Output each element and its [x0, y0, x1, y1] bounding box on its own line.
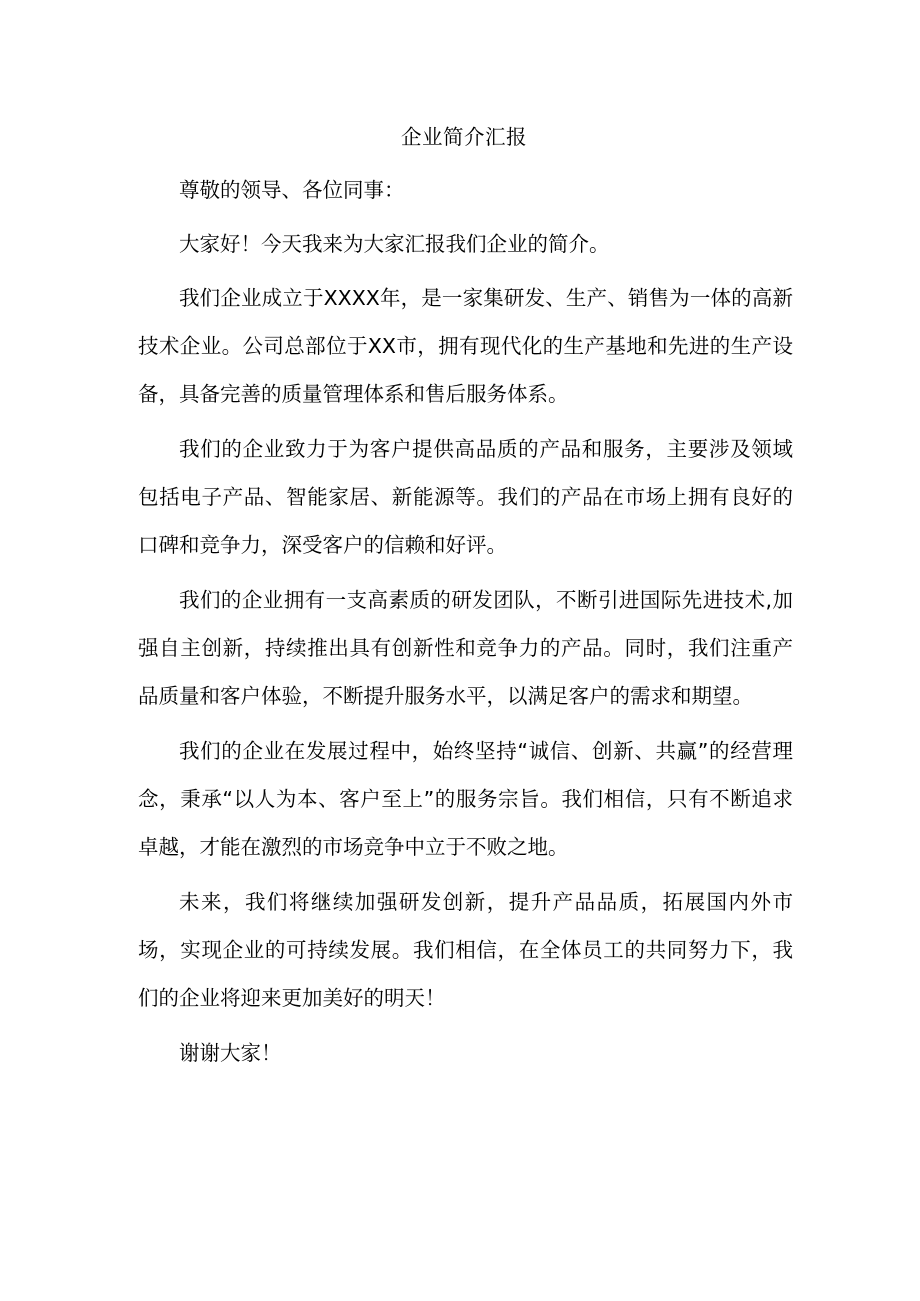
document-body	[138, 166, 793, 1077]
future-paragraph: 未来，我们将继续加强研发创新，提升产品品质，拓展国内外市场，实现企业的可持续发展。我们相信，在全体员工的共同努力下，我们的企业将迎来更加美好的明天！	[138, 890, 793, 1010]
salutation-paragraph: 尊敬的领导、各位同事：	[179, 178, 405, 202]
opening-paragraph: 大家好！今天我来为大家汇报我们企业的简介。	[179, 232, 610, 256]
rd-team-paragraph: 我们的企业拥有一支高素质的研发团队，不断引进国际先进技术,加强自主创新，持续推出具有创新性和竞争力的产品。同时，我们注重产品质量和客户体验，不断提升服务水平，以满足客户的需求和期望。	[138, 588, 793, 708]
values-paragraph: 我们的企业在发展过程中，始终坚持“诚信、创新、共赢”的经营理念，秉承“以人为本、客户至上”的服务宗旨。我们相信，只有不断追求卓越，才能在激烈的市场竞争中立于不败之地。	[138, 739, 793, 859]
company-overview-paragraph: 我们企业成立于XXXX年，是一家集研发、生产、销售为一体的高新技术企业。公司总部位于XX市，拥有现代化的生产基地和先进的生产设备，具备完善的质量管理体系和售后服务体系。	[138, 286, 793, 406]
document-title: 企业简介汇报	[401, 125, 527, 149]
products-paragraph: 我们的企业致力于为客户提供高品质的产品和服务，主要涉及领域包括电子产品、智能家居、新能源等。我们的产品在市场上拥有良好的口碑和竞争力，深受客户的信赖和好评。	[138, 437, 793, 557]
closing-paragraph: 谢谢大家！	[179, 1041, 282, 1065]
